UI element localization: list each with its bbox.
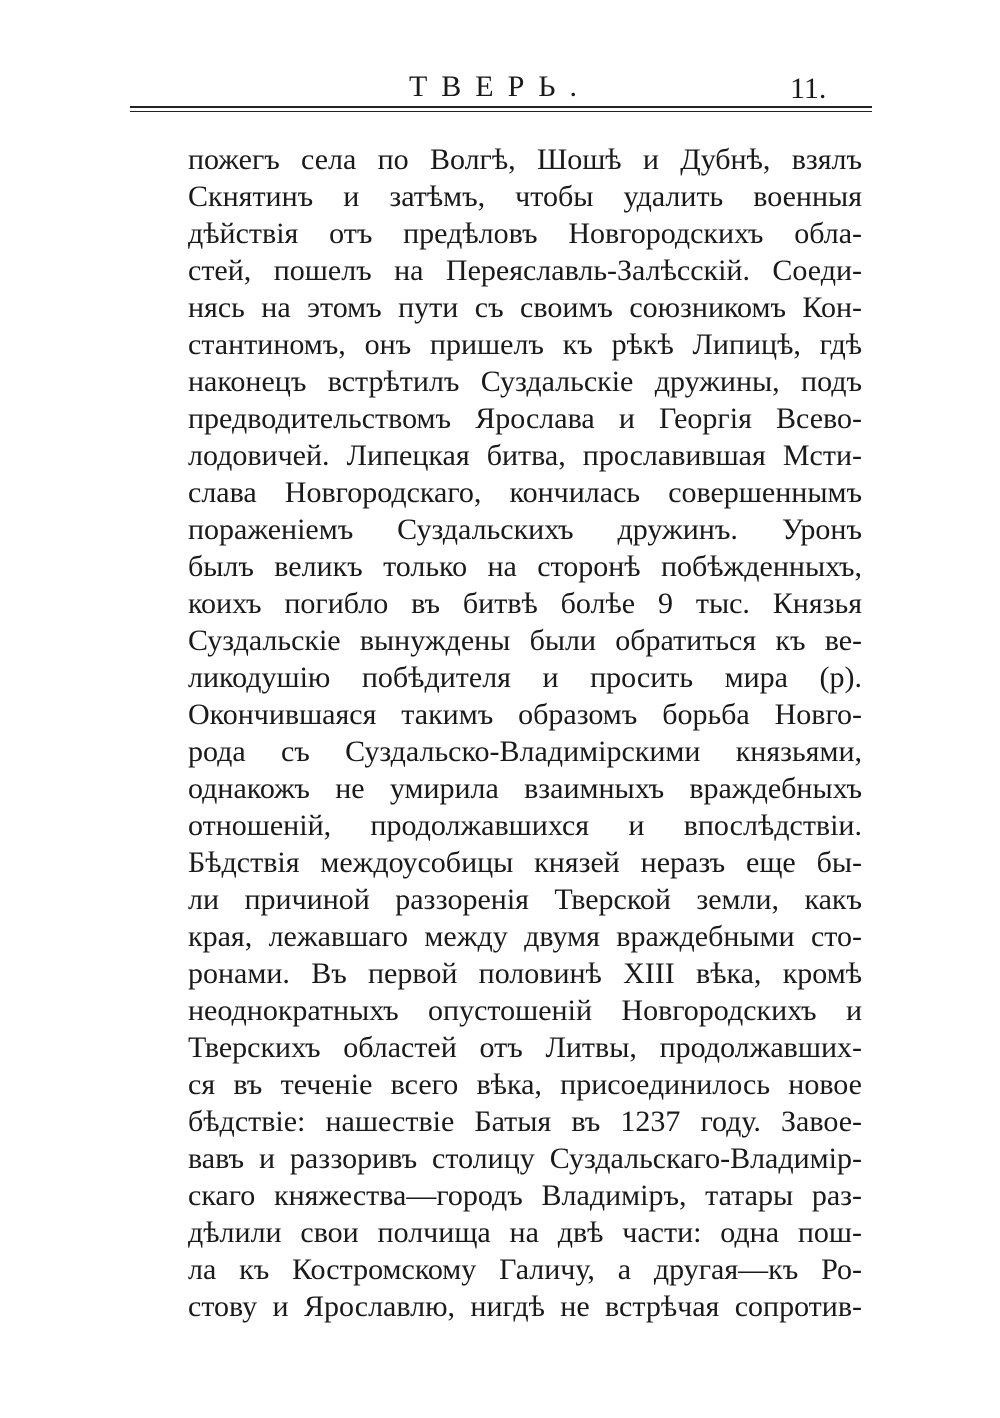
text-line: дѣйствія отъ предѣловъ Новгородскихъ обла-: [188, 217, 862, 250]
text-line: Бѣдствія междоусобицы князей неразъ еще бы-: [188, 846, 862, 879]
text-line: коихъ погибло въ битвѣ болѣе 9 тыс. Князья: [188, 587, 862, 620]
body-text: [188, 141, 862, 1325]
text-line: бѣдствіе: нашествіе Батыя въ 1237 году. Завое-: [188, 1105, 862, 1138]
text-line: былъ великъ только на сторонѣ побѣжденныхъ,: [188, 550, 862, 583]
text-line: Тверскихъ областей отъ Литвы, продолжавших-: [188, 1031, 862, 1064]
text-line: отношеній, продолжавшихся и впослѣдствіи.: [188, 809, 862, 842]
text-line: лодовичей. Липецкая битва, прославившая Мсти-: [188, 439, 862, 472]
text-line: ся въ теченіе всего вѣка, присоединилось новое: [188, 1068, 862, 1101]
header-rule: [130, 106, 872, 108]
text-line: Скнятинъ и затѣмъ, чтобы удалить военныя: [188, 180, 862, 213]
text-line: вавъ и раззоривъ столицу Суздальскаго-Владимір-: [188, 1142, 862, 1175]
text-line: рода съ Суздальско-Владимірскими князьями,: [188, 735, 862, 768]
running-title: ТВЕРЬ.: [408, 70, 592, 103]
text-line: стантиномъ, онъ пришелъ къ рѣкѣ Липицѣ, гдѣ: [188, 328, 862, 361]
text-line: наконецъ встрѣтилъ Суздальскіе дружины, подъ: [188, 365, 862, 398]
text-line: ли причиной раззоренія Тверской земли, какъ: [188, 883, 862, 916]
text-line: скаго княжества—городъ Владиміръ, татары раз-: [188, 1179, 862, 1212]
text-line: Суздальскіе вынуждены были обратиться къ ве-: [188, 624, 862, 657]
text-line: ликодушію побѣдителя и просить мира (р).: [188, 661, 862, 694]
text-line: ла къ Костромскому Галичу, а другая—къ Ро-: [188, 1253, 862, 1286]
text-line: дѣлили свои полчища на двѣ части: одна пош-: [188, 1216, 862, 1249]
text-line: неоднократныхъ опустошеній Новгородскихъ и: [188, 994, 862, 1027]
text-line: стову и Ярославлю, нигдѣ не встрѣчая сопротив-: [188, 1290, 862, 1323]
page-number: 11.: [790, 72, 827, 105]
text-line: пораженіемъ Суздальскихъ дружинъ. Уронъ: [188, 513, 862, 546]
text-line: Окончившаяся такимъ образомъ борьба Новго-: [188, 698, 862, 731]
text-line: предводительствомъ Ярослава и Георгія Всево-: [188, 402, 862, 435]
header-rule-thin: [130, 111, 872, 112]
text-line: нясь на этомъ пути съ своимъ союзникомъ Кон-: [188, 291, 862, 324]
text-line: однакожъ не умирила взаимныхъ враждебныхъ: [188, 772, 862, 805]
text-line: пожегъ села по Волгѣ, Шошѣ и Дубнѣ, взялъ: [188, 143, 862, 176]
text-line: стей, пошелъ на Переяславль-Залѣсскій. Соеди-: [188, 254, 862, 287]
text-line: слава Новгородскаго, кончилась совершеннымъ: [188, 476, 862, 509]
text-line: края, лежавшаго между двумя враждебными сто-: [188, 920, 862, 953]
text-line: ронами. Въ первой половинѣ XIII вѣка, кромѣ: [188, 957, 862, 990]
